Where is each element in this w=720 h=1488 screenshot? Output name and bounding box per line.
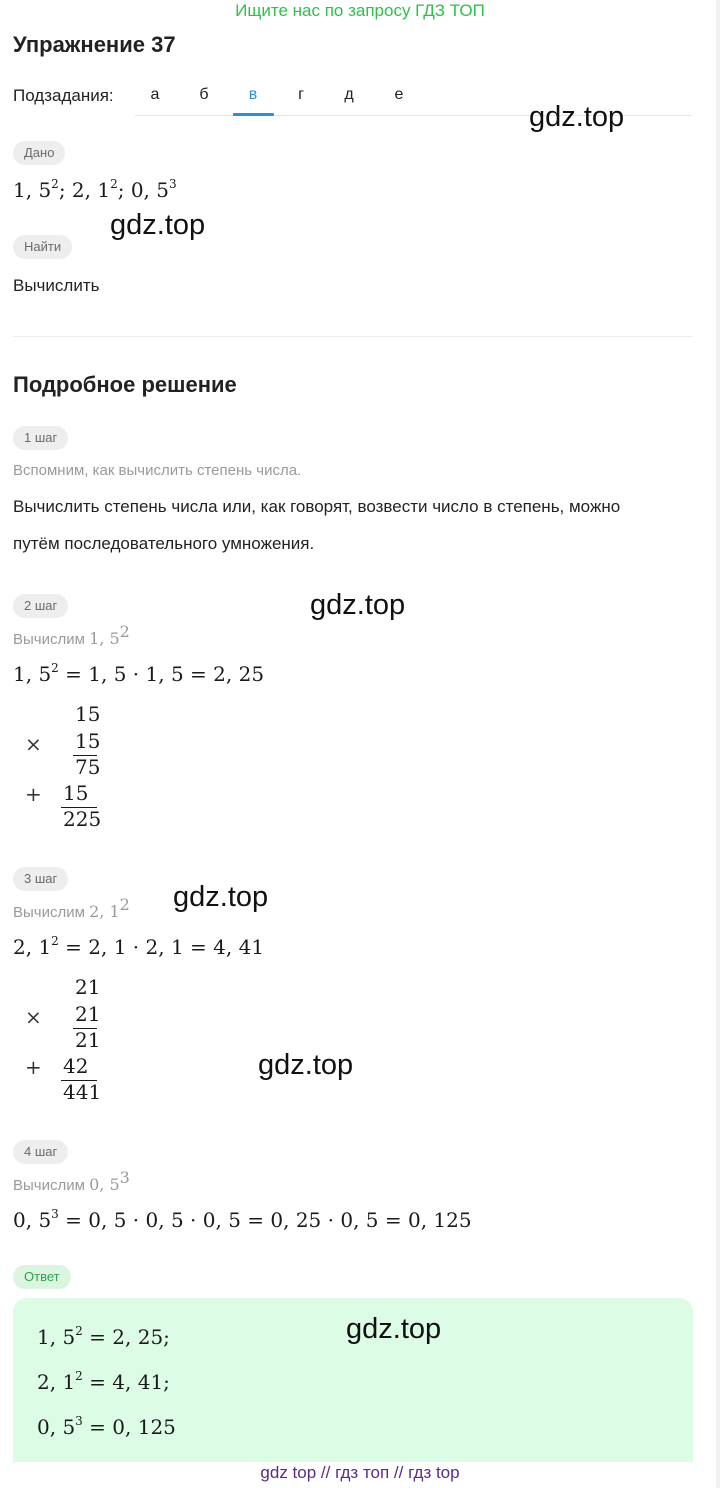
step4-equation: 0, $5^3 = 0$, 5 · 0, 5 · 0, 5 = 0, 25 · 0, 5 = 0, 125 <box>13 1207 472 1232</box>
scrollbar-track[interactable] <box>716 0 720 1488</box>
col-partial-2: 42 <box>63 1054 89 1078</box>
step1-hint: Вспомним, как вычислить степень числа. <box>13 462 302 479</box>
plus-sign: + <box>25 782 42 806</box>
step3-equation: 2, $1^2 = 2$, 1 · 2, 1 = 4, 41 <box>13 934 265 959</box>
tab-g[interactable]: г <box>298 86 304 103</box>
watermark: gdz.top <box>346 1313 442 1345</box>
col-operand-b: 21 <box>75 1002 101 1026</box>
watermark: gdz.top <box>110 209 206 241</box>
answer-line-2: 2, $1^2 = 4$, 41; <box>37 1369 170 1394</box>
watermark: gdz.top <box>258 1049 354 1081</box>
tab-v-active[interactable]: в <box>248 86 258 103</box>
step1-pill: 1 шаг <box>13 426 68 450</box>
active-tab-indicator <box>233 113 274 116</box>
step2-column-multiplication <box>13 702 113 832</box>
subtasks-label: Подзадания: <box>13 86 114 105</box>
col-operand-b: 15 <box>75 729 101 753</box>
footer-links[interactable]: gdz top // гдз топ // гдз top <box>260 1463 460 1482</box>
tab-d[interactable]: д <box>344 86 354 103</box>
given-pill: Дано <box>13 141 65 165</box>
step3-hint: Вычислим 2, $1^2$ <box>13 895 130 921</box>
find-pill: Найти <box>13 235 72 259</box>
col-partial-1: 21 <box>75 1028 101 1052</box>
step2-hint: Вычислим 1, $5^2$ <box>13 622 130 648</box>
watermark: gdz.top <box>529 101 625 133</box>
col-sum: 441 <box>63 1080 102 1104</box>
col-partial-2: 15 <box>63 781 89 805</box>
answer-pill: Ответ <box>13 1265 71 1289</box>
watermark: gdz.top <box>173 881 269 913</box>
step3-column-multiplication <box>13 975 113 1105</box>
solution-title: Подробное решение <box>13 372 237 397</box>
watermark: gdz.top <box>310 589 406 621</box>
multiply-sign: × <box>25 1005 42 1029</box>
step3-pill: 3 шаг <box>13 867 68 891</box>
given-values: 1, $5^2$; 2, $1^2$; 0, $5^3$ <box>13 177 177 202</box>
step4-hint: Вычислим 0, $5^3$ <box>13 1168 130 1194</box>
step2-equation: 1, $5^2 = 1$, 5 · 1, 5 = 2, 25 <box>13 661 265 686</box>
col-operand-a: 15 <box>75 702 101 726</box>
tab-a[interactable]: а <box>150 86 160 103</box>
answer-line-3: 0, $5^3 = 0$, 125 <box>37 1414 176 1439</box>
tab-b[interactable]: б <box>199 86 209 103</box>
section-divider <box>13 336 692 337</box>
search-banner: Ищите нас по запросу ГДЗ ТОП <box>235 1 485 20</box>
col-partial-1: 75 <box>75 755 101 779</box>
step2-pill: 2 шаг <box>13 594 68 618</box>
answer-line-1: 1, $5^2 = 2$, 25; <box>37 1324 170 1349</box>
tab-e[interactable]: е <box>394 86 404 103</box>
col-operand-a: 21 <box>75 975 101 999</box>
exercise-title: Упражнение 37 <box>13 32 176 57</box>
step1-text-line2: путём последовательного умножения. <box>13 534 315 553</box>
step1-text-line1: Вычислить степень числа или, как говорят, возвести число в степень, можно <box>13 497 621 516</box>
col-sum: 225 <box>63 807 102 831</box>
plus-sign: + <box>25 1055 42 1079</box>
step4-pill: 4 шаг <box>13 1140 68 1164</box>
find-text: Вычислить <box>13 276 100 295</box>
multiply-sign: × <box>25 732 42 756</box>
